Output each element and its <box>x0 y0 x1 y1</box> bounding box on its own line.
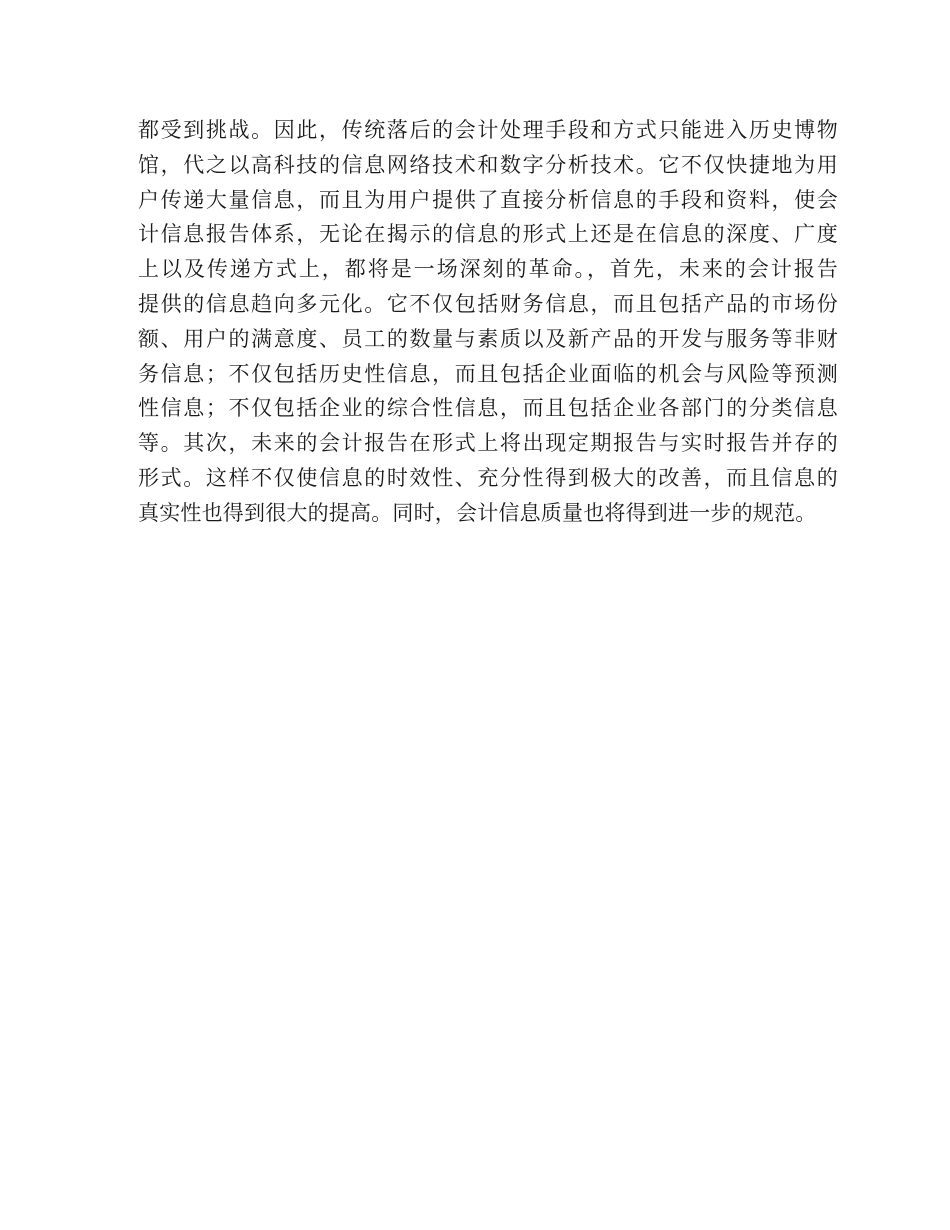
text-line: 馆，代之以高科技的信息网络技术和数字分析技术。它不仅快捷地为用 <box>138 152 838 177</box>
text-line: 等。其次，未来的会计报告在形式上将出现定期报告与实时报告并存的 <box>138 431 838 456</box>
text-line: 额、用户的满意度、员工的数量与素质以及新产品的开发与服务等非财 <box>138 326 838 351</box>
text-line: 上以及传递方式上，都将是一场深刻的革命。，首先，未来的会计报告 <box>138 257 838 282</box>
text-line: 计信息报告体系，无论在揭示的信息的形式上还是在信息的深度、广度 <box>138 222 838 247</box>
text-line: 形式。这样不仅使信息的时效性、充分性得到极大的改善，而且信息的 <box>138 465 838 490</box>
body-paragraph <box>138 113 838 531</box>
text-line: 真实性也得到很大的提高。同时，会计信息质量也将得到进一步的规范。 <box>138 500 817 525</box>
text-line: 都受到挑战。因此，传统落后的会计处理手段和方式只能进入历史博物 <box>138 118 838 142</box>
text-line: 务信息；不仅包括历史性信息，而且包括企业面临的机会与风险等预测 <box>138 361 838 386</box>
text-line: 提供的信息趋向多元化。它不仅包括财务信息，而且包括产品的市场份 <box>138 291 838 316</box>
text-line: 性信息；不仅包括企业的综合性信息，而且包括企业各部门的分类信息 <box>138 396 838 421</box>
text-line: 户传递大量信息，而且为用户提供了直接分析信息的手段和资料，使会 <box>138 187 838 212</box>
